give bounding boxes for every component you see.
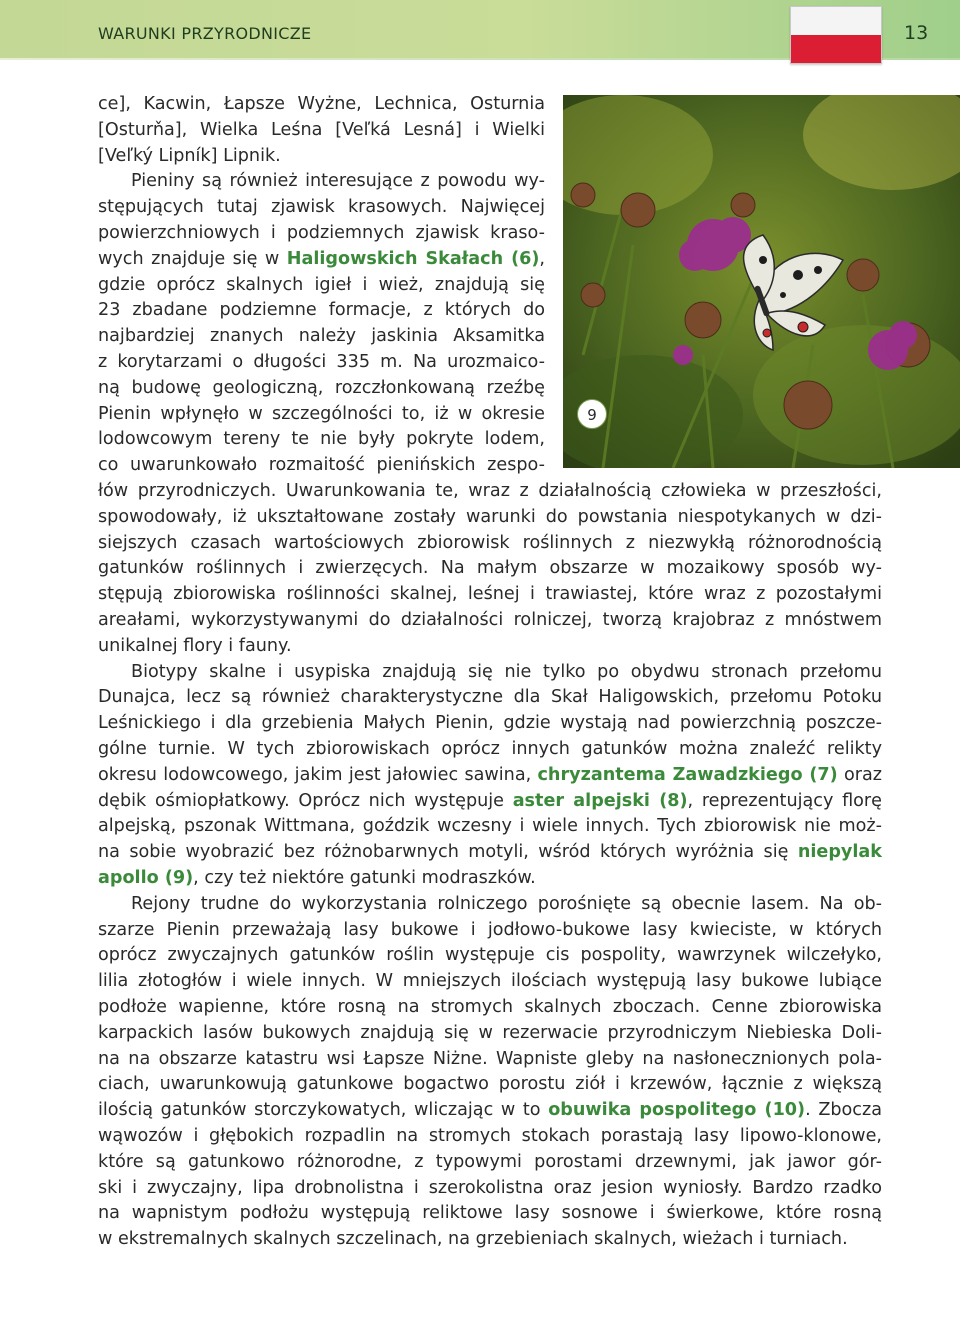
text-line: gdzie oprócz skalnych igieł i wież, znajdują się	[98, 274, 545, 295]
text-line: szarze Pienin przeważają lasy bukowe i jodłowo-bukowe lasy kwieciste, w których	[98, 919, 882, 940]
text-fragment: ,	[539, 248, 545, 269]
text-line: 23 zbadane podziemne formacje, z których do	[98, 300, 545, 321]
text-line: lilia złotogłów i wiele innych. W mniejszych ilościach występują lasy bukowe lubiące	[98, 971, 882, 992]
species-highlight: Haligowskich Skałach (6)	[286, 248, 540, 269]
text-line-niepylak	[98, 840, 882, 866]
text-line: alpejską, pszonak Wittmana, goździk wczesny i wiele innych. Tych zbiorowisk nie moż-	[98, 816, 882, 837]
text-line: które są gatunkowo różnorodne, z typowymi porostami drzewnymi, jak jawor gór-	[98, 1151, 882, 1172]
text-line: [Veľký Lipník] Lipnik.	[98, 145, 281, 166]
text-line: oprócz zwyczajnych gatunków roślin występuje cis pospolity, wawrzynek wilczełyko,	[98, 945, 882, 966]
text-column-wide	[98, 479, 882, 1253]
text-line-apollo	[98, 866, 882, 892]
text-line: ną budowę geologiczną, rozczłonkowaną rzeźbę	[98, 377, 545, 398]
polish-flag-icon	[790, 6, 882, 64]
text-line: łów przyrodniczych. Uwarunkowania te, wraz z działalnością człowieka w przeszłości,	[98, 481, 882, 501]
text-line: Dunajca, lecz są również charakterystyczne dla Skał Haligowskich, przełomu Potoku	[98, 687, 882, 708]
species-highlight: niepylak	[797, 842, 882, 863]
text-fragment: okresu lodowcowego, jakim jest jałowiec sawina,	[98, 764, 538, 785]
text-line-aster	[98, 789, 882, 815]
text-fragment: oraz	[837, 764, 882, 785]
text-line: Leśnickiego i dla grzebienia Małych Pienin, gdzie wystają nad powierzchnią poszcze-	[98, 713, 882, 734]
butterfly-photo	[563, 95, 960, 468]
text-line-chryzantema	[98, 763, 882, 789]
text-line: areałami, wykorzystywanymi do działalności rolniczej, tworzą krajobraz z mnóstwem	[98, 609, 882, 630]
text-fragment: , czy też niektóre gatunki modraszków.	[193, 867, 536, 888]
text-line: gólne turnie. W tych zbiorowiskach oprócz innych gatunków można znaleźć relikty	[98, 738, 882, 759]
text-line: najbardziej znanych należy jaskinia Aksamitka	[98, 326, 545, 347]
text-line: stępujących tutaj zjawisk krasowych. Najwięcej	[98, 197, 545, 218]
species-highlight: aster alpejski (8)	[512, 790, 688, 811]
text-line: na wapnistym podłożu występują reliktowe lasy sosnowe i świerkowe, które rosną	[98, 1203, 882, 1224]
text-line: gatunków roślinnych i zwierzęcych. Na małym obszarze w mozaikowy sposób wy-	[98, 558, 882, 579]
page-number: 13	[904, 22, 929, 44]
figure-number-badge: 9	[577, 399, 607, 429]
flag-red-stripe	[791, 35, 881, 63]
text-line: z korytarzami o długości 335 m. Na urozmaico-	[98, 351, 545, 372]
text-fragment: wych znajduje się w	[98, 248, 287, 269]
text-fragment: dębik ośmiopłatkowy. Oprócz nich występuje	[98, 790, 513, 811]
text-line-obuwik	[98, 1098, 882, 1124]
text-line: Biotypy skalne i usypiska znajdują się nie tylko po obydwu stronach przełomu	[131, 661, 882, 682]
text-line: powierzchniowych i podziemnych zjawisk kraso-	[98, 222, 545, 243]
text-line: unikalnej flory i fauny.	[98, 635, 292, 656]
text-line: karpackich lasów bukowych znajdują się w rezerwacie przyrodniczym Niebieska Doli-	[98, 1022, 882, 1043]
text-line: Pieniny są również interesujące z powodu wy-	[131, 171, 545, 192]
text-line-haligowskie	[98, 247, 545, 273]
text-line: spowodowały, iż ukształtowane zostały warunki do powstania niespotykanych w dzi-	[98, 506, 882, 527]
text-line: wąwozów i głębokich rozpadlin na stromych stokach porastają lasy lipowo-klonowe,	[98, 1125, 882, 1146]
text-line: w ekstremalnych skalnych szczelinach, na grzebieniach skalnych, wieżach i turniach.	[98, 1229, 848, 1250]
text-line: na na obszarze katastru wsi Łapsze Niżne. Wapniste gleby na nasłonecznionych pola-	[98, 1048, 882, 1069]
text-line: ciach, uwarunkowują gatunkowe bogactwo porostu ziół i krzewów, łącznie z większą	[98, 1074, 882, 1095]
text-line: co uwarunkowało rozmaitość pienińskich zespo-	[98, 455, 545, 476]
text-fragment: , reprezentujący florę	[687, 790, 882, 811]
text-column-narrow	[98, 92, 545, 479]
text-fragment: ilością gatunków storczykowatych, wliczając w to	[98, 1100, 549, 1121]
text-line: stępują zbiorowiska roślinności skalnej, leśnej i trawiastej, które wraz z pozostałymi	[98, 584, 882, 605]
text-line: Pienin wpłynęło w szczególności to, iż w okresie	[98, 403, 545, 424]
text-line: [Osturňa], Wielka Leśna [Veľká Lesná] i Wielki	[98, 119, 545, 140]
text-line: Rejony trudne do wykorzystania rolniczego porośnięte są obecnie lasem. Na ob-	[131, 893, 882, 914]
text-fragment: . Zbocza	[805, 1100, 882, 1121]
section-title: WARUNKI PRZYRODNICZE	[98, 24, 312, 43]
species-highlight: chryzantema Zawadzkiego (7)	[537, 764, 838, 785]
text-fragment: na sobie wyobrazić bez różnobarwnych motyli, wśród których wyróżnia się	[98, 842, 798, 863]
text-line: ce], Kacwin, Łapsze Wyżne, Lechnica, Osturnia	[98, 94, 545, 114]
species-highlight: apollo (9)	[98, 867, 194, 888]
species-highlight: obuwika pospolitego (10)	[548, 1100, 806, 1121]
text-line: lodowcowym tereny te nie były pokryte lodem,	[98, 429, 545, 450]
flag-white-stripe	[791, 7, 881, 35]
text-line: ski i zwyczajny, lipa drobnolistna i szerokolistna oraz jesion wyniosły. Bardzo rzadko	[98, 1177, 882, 1198]
text-line: siejszych czasach wartościowych zbiorowisk roślinnych z niezwykłą różnorodnością	[98, 532, 882, 553]
text-line: podłoże wapienne, które rosną na stromych skalnych zboczach. Cenne zbiorowiska	[98, 996, 882, 1017]
